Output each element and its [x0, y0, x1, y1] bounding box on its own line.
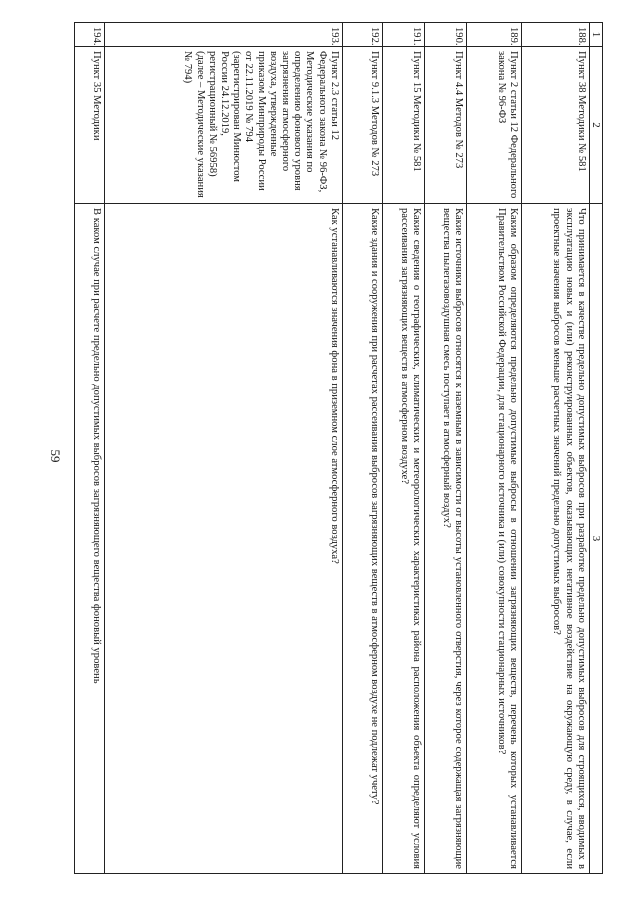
- row-reference: Пункт 38 Методики № 581: [521, 47, 589, 204]
- row-number: 193.: [104, 23, 342, 47]
- column-header-2: 2: [589, 47, 602, 204]
- table-row: [104, 23, 342, 874]
- row-number: 190.: [424, 23, 466, 47]
- table-row: [342, 23, 382, 874]
- document-table-wrapper: [90, 22, 603, 873]
- table-row: [424, 23, 466, 874]
- row-reference: Пункт 2 статьи 12 Федерального закона № 96-ФЗ: [466, 47, 521, 204]
- row-number: 194.: [74, 23, 104, 47]
- row-question: Какие здания и сооружения при расчетах рассеивания выбросов загрязняющих веществ в атмосферном воздухе не подлежат учету?: [342, 204, 382, 874]
- row-number: 188.: [521, 23, 589, 47]
- row-reference: Пункт 2.3 статьи 12 Федерального закона № 96-ФЗ, Методические указания по определению фонового уровня загрязнения атмосферного воздуха, утвержденные приказом Минприроды России от 22.11.2019 № 794 (зарегистрирован Минюстом России 24.12.2019, регистрационный № 56958) (далее – Методические указания № 794): [104, 47, 342, 204]
- table-header-row: [589, 23, 602, 874]
- table-row: [466, 23, 521, 874]
- row-number: 191.: [382, 23, 424, 47]
- row-question: Что принимается в качестве предельно допустимых выбросов при разработке предельно допустимых выбросов для строящихся, вводимых в эксплуатацию новых и (или) реконструированных объектов, оказывающих негативное воздействие на окружающую среду, в случае, если проектные значения выбросов меньше расчетных значений предельно допустимых выбросов?: [521, 204, 589, 874]
- column-header-3: 3: [589, 204, 602, 874]
- row-reference: Пункт 9.1.3 Методов № 273: [342, 47, 382, 204]
- document-table: [90, 22, 603, 873]
- row-reference: Пункт 4.4 Методов № 273: [424, 47, 466, 204]
- row-question: В каком случае при расчете предельно допустимых выбросов загрязняющего вещества фоновый уровень: [74, 204, 104, 874]
- page-number-text: 59: [48, 449, 63, 463]
- row-reference: Пункт 35 Методики: [74, 47, 104, 204]
- row-question: Какие сведения о географических, климатических и метеорологических характеристиках района расположения объекта определяют условия рассеивания загрязняющих веществ в атмосферном воздухе?: [382, 204, 424, 874]
- table-row: [521, 23, 589, 874]
- table-row: [382, 23, 424, 874]
- row-question: Каким образом определяются предельно допустимые выбросы в отношении загрязняющих веществ, перечень которых устанавливается Правительством Российской Федерации, для стационарного источника и (или) совокупности стационарных источников?: [466, 204, 521, 874]
- row-question: Как устанавливаются значения фона в приземном слое атмосферного воздуха?: [104, 204, 342, 874]
- row-question: Какие источники выбросов относятся к наземным в зависимости от высоты установленного отверстия, через которое содержащая загрязняющие вещества пылегазовоздушная смесь поступает в атмосферный воздух?: [424, 204, 466, 874]
- row-number: 192.: [342, 23, 382, 47]
- table-row: [74, 23, 104, 874]
- row-number: 189.: [466, 23, 521, 47]
- row-reference: Пункт 15 Методики № 581: [382, 47, 424, 204]
- page-number: [0, 448, 63, 463]
- column-header-1: 1: [589, 23, 602, 47]
